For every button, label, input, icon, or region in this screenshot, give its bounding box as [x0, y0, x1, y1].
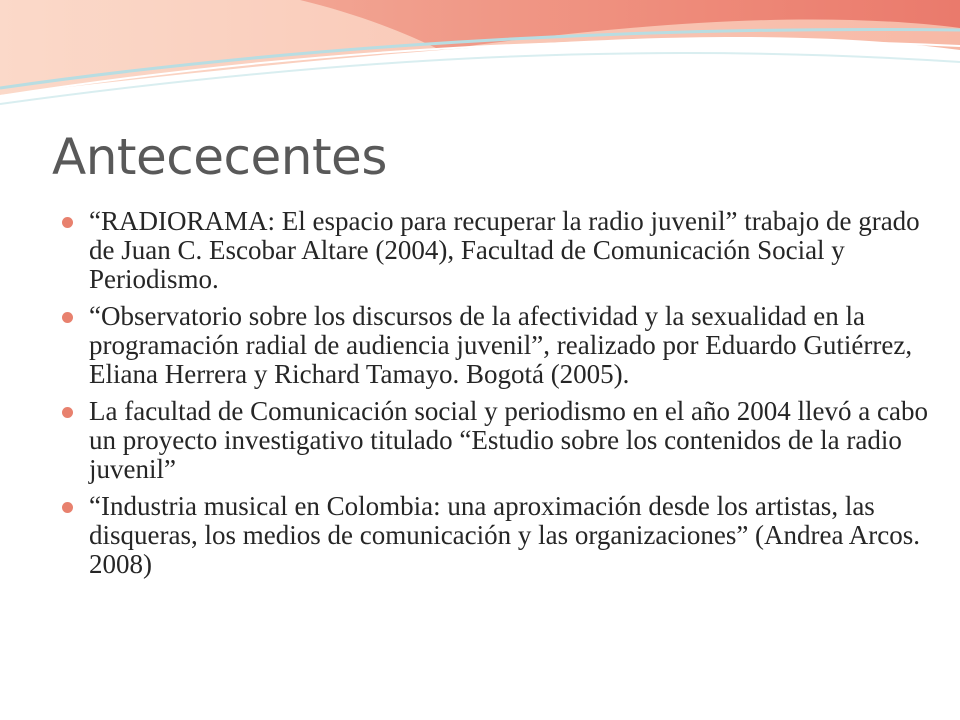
- bullet-dot-icon: [62, 502, 73, 513]
- header-wave-decoration: [0, 0, 960, 120]
- bullet-dot-icon: [62, 407, 73, 418]
- bullet-item: [0, 492, 929, 579]
- bullet-dot-icon: [62, 312, 73, 323]
- slide-title: Antececentes: [52, 128, 387, 186]
- bullet-list: [0, 207, 960, 587]
- bullet-text: “Industria musical en Colombia: una aproximación desde los artistas, las disqueras, los medios de comunicación y las organizaciones” (Andrea Arcos. 2008): [89, 491, 921, 579]
- bullet-text: “RADIORAMA: El espacio para recuperar la radio juvenil” trabajo de grado de Juan C. Escobar Altare (2004), Facultad de Comunicación Social y Periodismo.: [89, 206, 920, 294]
- bullet-dot-icon: [62, 217, 73, 228]
- bullet-text: La facultad de Comunicación social y periodismo en el año 2004 llevó a cabo un proyecto investigativo titulado “Estudio sobre los contenidos de la radio juvenil”: [89, 396, 928, 484]
- bullet-item: [0, 302, 929, 389]
- bullet-text: “Observatorio sobre los discursos de la afectividad y la sexualidad en la programación radial de audiencia juvenil”, realizado por Eduardo Gutiérrez, Eliana Herrera y Richard Tamayo. Bogotá (2005).: [89, 301, 913, 389]
- bullet-item: [0, 397, 929, 484]
- bullet-item: [0, 207, 929, 294]
